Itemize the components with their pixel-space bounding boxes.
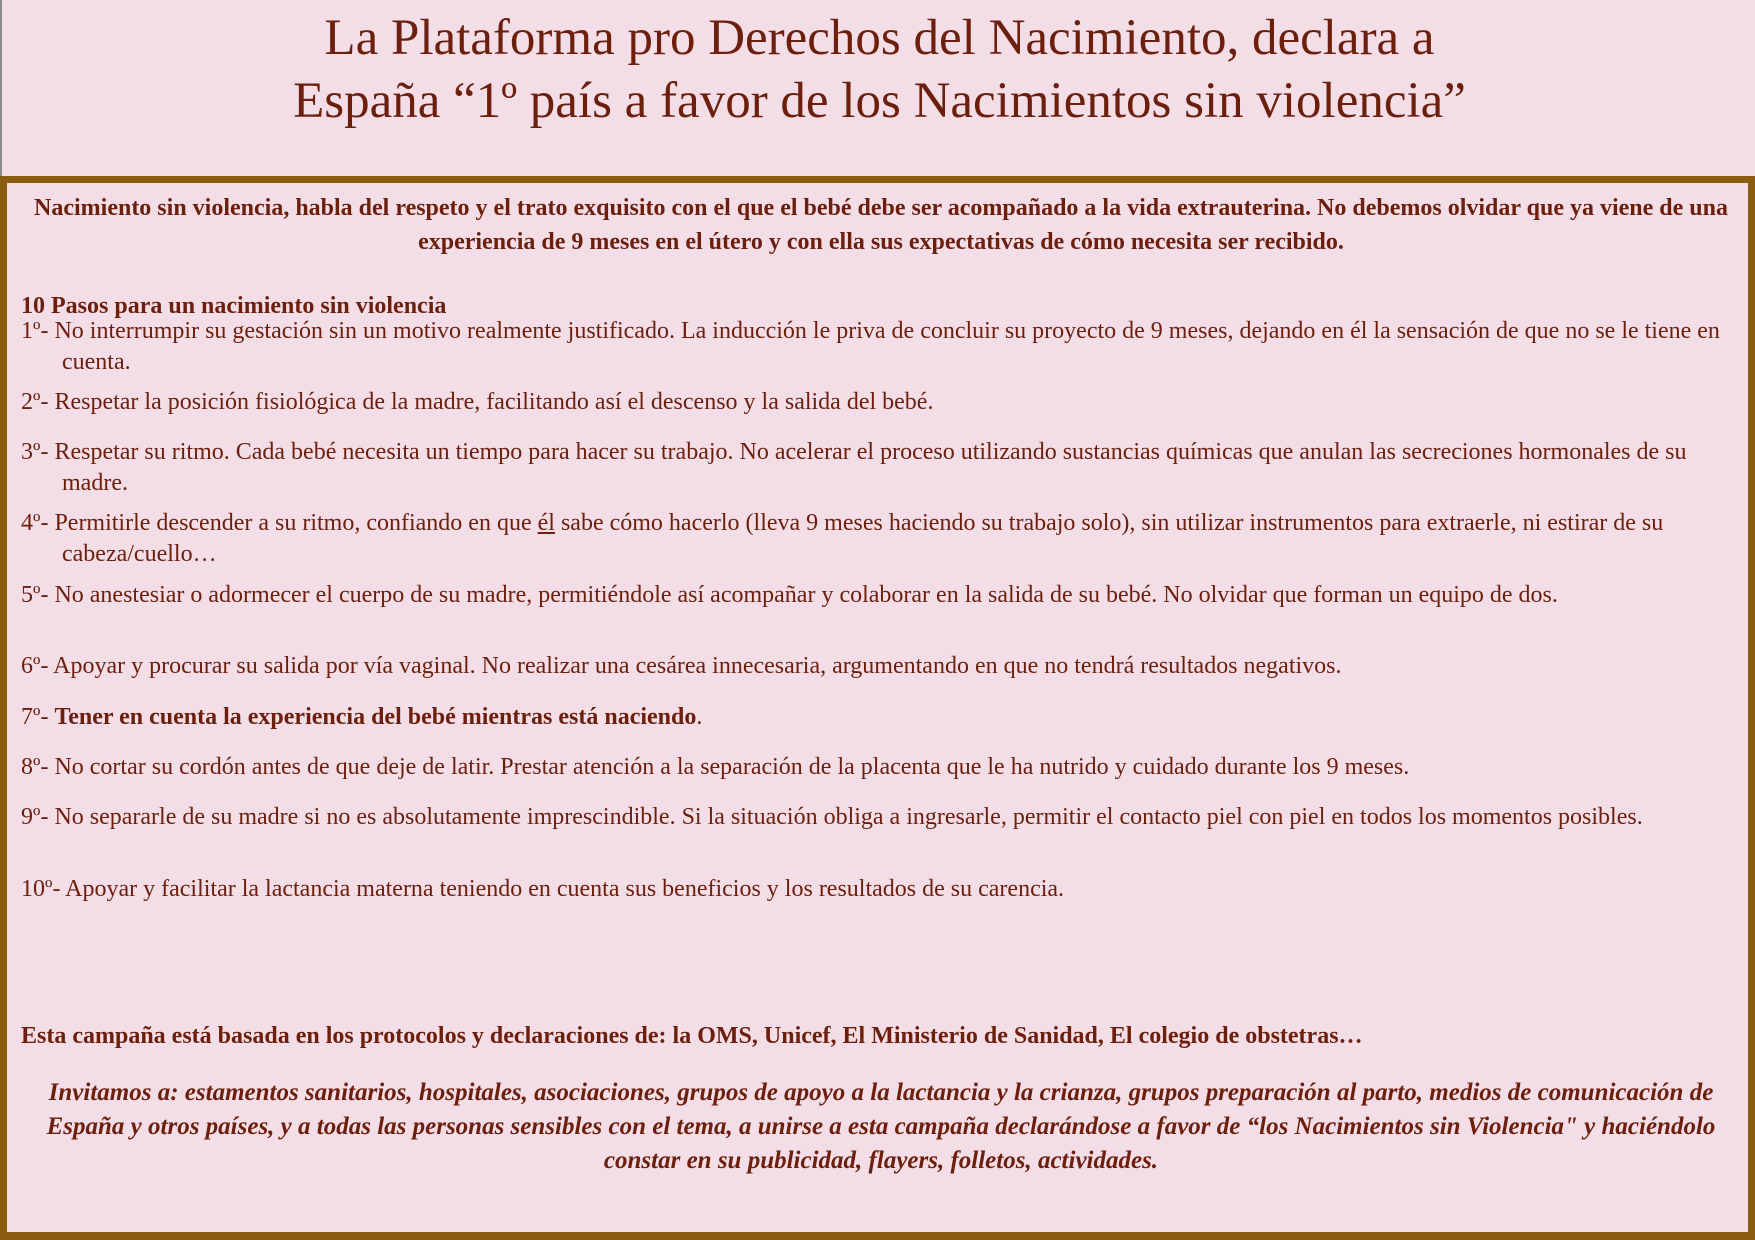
step-text-after: . (696, 704, 703, 730)
step-7 (21, 702, 1741, 733)
step-8 (21, 752, 1741, 783)
step-number: 2º- (21, 389, 49, 415)
step-3 (21, 437, 1741, 499)
step-bold-text: Tener en cuenta la experiencia del bebé mientras está naciendo (54, 704, 697, 730)
step-1 (21, 316, 1741, 378)
step-text: No separarle de su madre si no es absolutamente imprescindible. Si la situación obliga a ingresarle, permitir el contacto piel con piel en todos los momentos posibles. (54, 804, 1643, 830)
campaign-basis: Esta campaña está basada en los protocolos y declaraciones de: la OMS, Unicef, El Ministerio de Sanidad, El colegio de obstetras… (21, 1023, 1363, 1049)
step-text: Respetar su ritmo. Cada bebé necesita un tiempo para hacer su trabajo. No acelerar el proceso utilizando sustancias químicas que anulan las secreciones hormonales de su madre. (54, 439, 1687, 496)
step-2 (21, 387, 1741, 418)
step-number: 10º- (21, 876, 61, 902)
step-6 (21, 651, 1741, 682)
step-text: Apoyar y facilitar la lactancia materna teniendo en cuenta sus beneficios y los resultados de su carencia. (65, 876, 1065, 902)
step-5 (21, 580, 1741, 611)
step-text: Respetar la posición fisiológica de la madre, facilitando así el descenso y la salida del bebé. (54, 389, 934, 415)
step-number: 5º- (21, 582, 49, 608)
step-text-after: sabe cómo hacerlo (lleva 9 meses haciendo su trabajo solo), sin utilizar instrumentos para extraerle, ni estirar de su cabeza/cuello… (62, 510, 1664, 567)
step-number: 3º- (21, 439, 49, 465)
page-title-line-1: La Plataforma pro Derechos del Nacimiento, declara a (324, 10, 1435, 66)
content-panel (0, 176, 1755, 1240)
steps-heading: 10 Pasos para un nacimiento sin violencia (21, 293, 447, 319)
step-text: No cortar su cordón antes de que deje de latir. Prestar atención a la separación de la placenta que le ha nutrido y cuidado durante los 9 meses. (54, 754, 1410, 780)
intro-paragraph: Nacimiento sin violencia, habla del respeto y el trato exquisito con el que el bebé debe ser acompañado a la vida extrauterina. No debemos olvidar que ya viene de una experiencia de 9 meses en el útero y con ella sus expectativas de cómo necesita ser recibido. (34, 195, 1728, 255)
step-underlined-word: él (537, 510, 555, 536)
step-9 (21, 802, 1741, 833)
step-number: 4º- (21, 510, 49, 536)
step-number: 9º- (21, 804, 49, 830)
step-number: 6º- (21, 653, 49, 679)
step-number: 7º- (21, 704, 49, 730)
step-text: No interrumpir su gestación sin un motivo realmente justificado. La inducción le priva de concluir su proyecto de 9 meses, dejando en él la sensación de que no se le tiene en cuenta. (54, 318, 1720, 375)
step-text: No anestesiar o adormecer el cuerpo de su madre, permitiéndole así acompañar y colaborar en la salida de su bebé. No olvidar que forman un equipo de dos. (54, 582, 1558, 608)
page-title-line-2: España “1º país a favor de los Nacimientos sin violencia” (293, 73, 1466, 129)
step-number: 8º- (21, 754, 49, 780)
invitation-paragraph: Invitamos a: estamentos sanitarios, hospitales, asociaciones, grupos de apoyo a la lactancia y la crianza, grupos preparación al parto, medios de comunicación de España y otros países, y a todas las personas sensibles con el tema, a unirse a esta campaña declarándose a favor de “los Nacimientos sin Violencia" y haciéndolo constar en su publicidad, flayers, folletos, actividades. (46, 1079, 1716, 1174)
step-text-before: Permitirle descender a su ritmo, confiando en que (54, 510, 538, 536)
step-10 (21, 874, 1741, 905)
header (0, 0, 1755, 176)
step-text: Apoyar y procurar su salida por vía vaginal. No realizar una cesárea innecesaria, argumentando en que no tendrá resultados negativos. (53, 653, 1342, 679)
step-number: 1º- (21, 318, 49, 344)
step-4 (21, 508, 1741, 570)
